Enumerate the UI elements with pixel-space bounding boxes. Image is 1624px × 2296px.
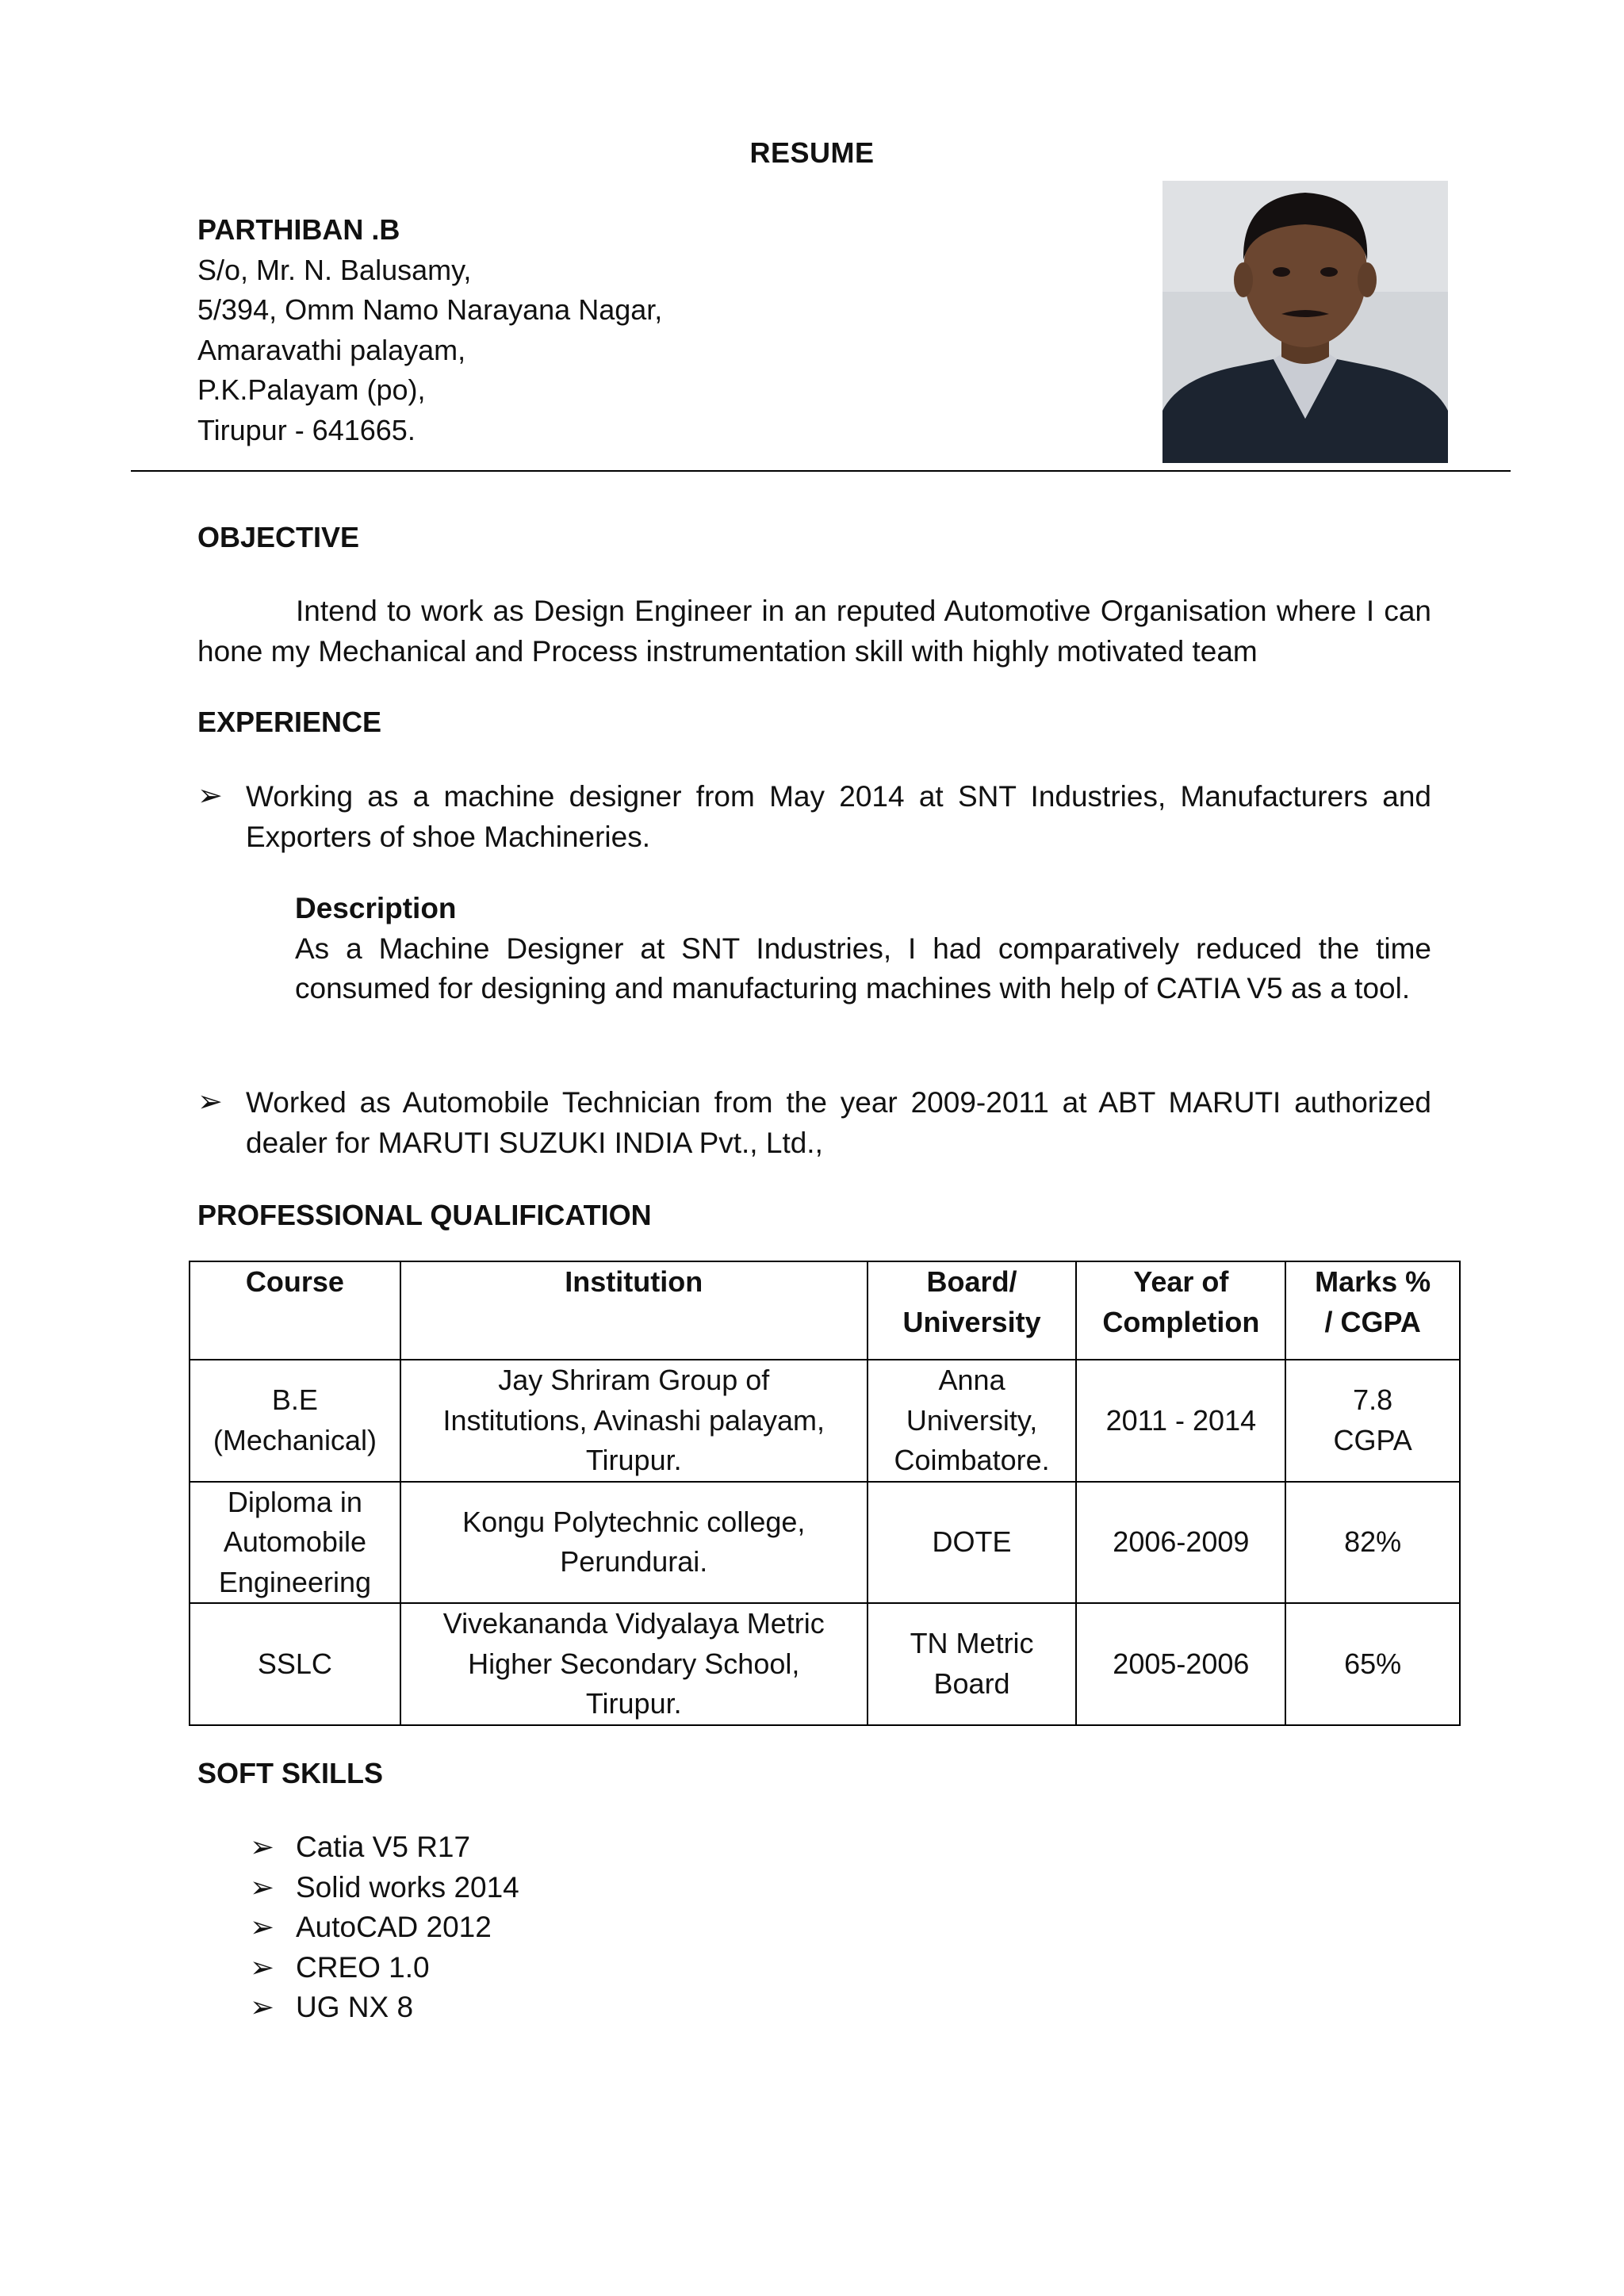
experience-heading: EXPERIENCE — [197, 706, 382, 738]
arrow-bullet-icon: ➢ — [250, 1870, 275, 1904]
table-cell: TN Metric Board — [868, 1603, 1077, 1725]
qualification-table — [189, 1261, 1461, 1726]
address-line: Amaravathi palayam, — [197, 333, 466, 366]
address-line: S/o, Mr. N. Balusamy, — [197, 253, 472, 286]
table-row — [190, 1360, 1460, 1482]
table-cell: Jay Shriram Group of Institutions, Avinashi palayam, Tirupur. — [400, 1360, 868, 1482]
table-cell: Kongu Polytechnic college, Perundurai. — [400, 1482, 868, 1604]
skill-label: UG NX 8 — [296, 1991, 414, 2023]
description-heading: Description — [295, 892, 457, 924]
candidate-name: PARTHIBAN .B — [197, 213, 400, 246]
table-header-row — [190, 1261, 1460, 1360]
column-header: Course — [190, 1261, 400, 1360]
experience-item-2: Worked as Automobile Technician from the year 2009-2011 at ABT MARUTI authorized dealer for MARUTI SUZUKI INDIA Pvt., Ltd., — [246, 1086, 1431, 1159]
list-item — [250, 1868, 519, 1908]
description-text: As a Machine Designer at SNT Industries, I had comparatively reduced the time consumed for designing and manufacturing machines with help of CATIA V5 as a tool. — [295, 932, 1431, 1004]
objective-heading: OBJECTIVE — [197, 521, 360, 553]
arrow-bullet-icon: ➢ — [197, 1085, 223, 1119]
qualification-heading: PROFESSIONAL QUALIFICATION — [197, 1199, 652, 1231]
table-cell: 2006-2009 — [1076, 1482, 1285, 1604]
experience-description — [295, 889, 1431, 1009]
table-cell: 2011 - 2014 — [1076, 1360, 1285, 1482]
table-cell: SSLC — [190, 1603, 400, 1725]
objective-text: Intend to work as Design Engineer in an reputed Automotive Organisation where I can hone my Mechanical and Process instrumentation skill with highly motivated team — [197, 595, 1431, 668]
soft-skills-list — [250, 1827, 519, 2028]
table-cell: Diploma in Automobile Engineering — [190, 1482, 400, 1604]
list-item — [250, 1988, 519, 2028]
table-cell: B.E (Mechanical) — [190, 1360, 400, 1482]
soft-skills-heading: SOFT SKILLS — [197, 1757, 383, 1789]
arrow-bullet-icon: ➢ — [250, 1831, 275, 1863]
list-item — [250, 1827, 519, 1868]
table-cell: DOTE — [868, 1482, 1077, 1604]
address-line: 5/394, Omm Namo Narayana Nagar, — [197, 293, 663, 326]
table-cell: Vivekananda Vidyalaya Metric Higher Secondary School, Tirupur. — [400, 1603, 868, 1725]
header-divider — [131, 470, 1511, 472]
skill-label: Solid works 2014 — [296, 1870, 519, 1904]
arrow-bullet-icon: ➢ — [250, 1991, 275, 2023]
profile-photo — [1162, 181, 1448, 463]
arrow-bullet-icon: ➢ — [250, 1950, 275, 1984]
experience-item-1: Working as a machine designer from May 2014 at SNT Industries, Manufacturers and Exporters of shoe Machineries. — [246, 780, 1431, 853]
arrow-bullet-icon: ➢ — [250, 1911, 275, 1943]
address-line: Tirupur - 641665. — [197, 413, 416, 446]
table-cell: 65% — [1285, 1603, 1460, 1725]
column-header: Year of Completion — [1076, 1261, 1285, 1360]
table-cell: Anna University, Coimbatore. — [868, 1360, 1077, 1482]
skill-label: Catia V5 R17 — [296, 1831, 471, 1863]
address-line: P.K.Palayam (po), — [197, 373, 426, 406]
column-header: Marks % / CGPA — [1285, 1261, 1460, 1360]
portrait-image — [1162, 181, 1448, 463]
table-row — [190, 1482, 1460, 1604]
contact-block — [197, 210, 662, 450]
page-title: RESUME — [749, 136, 875, 169]
arrow-bullet-icon: ➢ — [197, 779, 223, 813]
list-item — [250, 1948, 519, 1988]
skill-label: AutoCAD 2012 — [296, 1911, 492, 1943]
table-row — [190, 1603, 1460, 1725]
table-cell: 2005-2006 — [1076, 1603, 1285, 1725]
table-cell: 7.8 CGPA — [1285, 1360, 1460, 1482]
column-header: Board/ University — [868, 1261, 1077, 1360]
column-header: Institution — [400, 1261, 868, 1360]
table-cell: 82% — [1285, 1482, 1460, 1604]
list-item — [250, 1908, 519, 1948]
skill-label: CREO 1.0 — [296, 1950, 430, 1984]
